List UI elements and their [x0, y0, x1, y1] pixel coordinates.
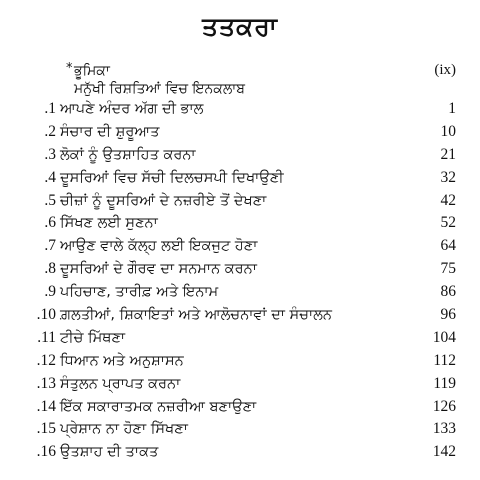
toc-entry: 9. ਪਹਿਚਾਣ, ਤਾਰੀਫ਼ ਅਤੇ ਇਨਾਮ 86	[44, 283, 456, 301]
entry-page-number: 32	[440, 168, 456, 186]
toc-entry: 6. ਸਿੱਖਣ ਲਈ ਸੁਣਨਾ 52	[44, 214, 456, 232]
toc-entry: 1. ਆਪਣੇ ਅੰਦਰ ਅੱਗ ਦੀ ਭਾਲ 1	[44, 100, 456, 117]
entry-page-number: 42	[440, 191, 456, 209]
entry-title: ਆਪਣੇ ਅੰਦਰ ਅੱਗ ਦੀ ਭਾਲ	[60, 101, 204, 117]
entry-title: ਆਉਣ ਵਾਲੇ ਕੱਲ੍ਹ ਲਈ ਇਕਜੁਟ ਹੋਣਾ	[60, 238, 258, 255]
toc-entry: 3. ਲੋਕਾਂ ਨੂੰ ਉਤਸ਼ਾਹਿਤ ਕਰਨਾ 21	[44, 145, 456, 163]
intro-line-2: ਮਨੁੱਖੀ ਰਿਸ਼ਤਿਆਂ ਵਿਚ ਇਨਕਲਾਬ	[74, 81, 246, 97]
entry-page-number: 142	[432, 443, 456, 461]
entry-page-number: 86	[440, 283, 456, 301]
entry-title: ਸੰਤੁਲਨ ਪ੍ਰਾਪਤ ਕਰਨਾ	[60, 375, 181, 392]
entry-title: ਦੂਸਰਿਆਂ ਵਿਚ ਸੱਚੀ ਦਿਲਚਸਪੀ ਦਿਖਾਉਣੀ	[60, 169, 284, 186]
entry-title: ਦੂਸਰਿਆਂ ਦੇ ਗੌਰਵ ਦਾ ਸਨਮਾਨ ਕਰਨਾ	[60, 261, 257, 278]
intro-entry	[66, 61, 246, 98]
intro-line-1: ਭੂਮਿਕਾ	[74, 63, 110, 79]
entry-page-number: 75	[440, 260, 456, 278]
toc-entry: 11. ਟੀਚੇ ਮਿੱਥਣਾ 104	[37, 328, 456, 346]
intro-page-number: (ix)	[434, 62, 456, 78]
toc-entry: 5. ਚੀਜ਼ਾਂ ਨੂੰ ਦੂਸਰਿਆਂ ਦੇ ਨਜ਼ਰੀਏ ਤੋਂ ਦੇਖਣਾ 42	[44, 191, 456, 209]
toc-entry: 7. ਆਉਣ ਵਾਲੇ ਕੱਲ੍ਹ ਲਈ ਇਕਜੁਟ ਹੋਣਾ 64	[44, 237, 456, 255]
entry-title: ਚੀਜ਼ਾਂ ਨੂੰ ਦੂਸਰਿਆਂ ਦੇ ਨਜ਼ਰੀਏ ਤੋਂ ਦੇਖਣਾ	[60, 192, 267, 209]
entry-title: ਗ਼ਲਤੀਆਂ, ਸ਼ਿਕਾਇਤਾਂ ਅਤੇ ਆਲੋਚਨਾਵਾਂ ਦਾ ਸੰਚਾਲਨ	[60, 307, 332, 324]
entry-page-number: 133	[432, 420, 456, 438]
entry-page-number: 52	[440, 214, 456, 232]
entry-page-number: 112	[433, 351, 456, 369]
toc-entry: 16. ਉਤਸ਼ਾਹ ਦੀ ਤਾਕਤ 142	[36, 443, 456, 461]
entry-title: ਪ੍ਰੇਸ਼ਾਨ ਨਾ ਹੋਣਾ ਸਿੱਖਣਾ	[60, 421, 188, 438]
toc-entry: 4. ਦੂਸਰਿਆਂ ਵਿਚ ਸੱਚੀ ਦਿਲਚਸਪੀ ਦਿਖਾਉਣੀ 32	[44, 168, 456, 186]
entry-page-number: 126	[432, 397, 456, 415]
entry-title: ਧਿਆਨ ਅਤੇ ਅਨੁਸ਼ਾਸਨ	[60, 352, 184, 369]
toc-entry: 10. ਗ਼ਲਤੀਆਂ, ਸ਼ਿਕਾਇਤਾਂ ਅਤੇ ਆਲੋਚਨਾਵਾਂ ਦਾ ਸੰਚਾਲਨ 96	[36, 306, 456, 324]
toc-entry: 14. ਇੱਕ ਸਕਾਰਾਤਮਕ ਨਜ਼ਰੀਆ ਬਣਾਉਣਾ 126	[36, 397, 456, 415]
entry-page-number: 96	[440, 306, 456, 324]
entry-title: ਉਤਸ਼ਾਹ ਦੀ ਤਾਕਤ	[60, 444, 159, 461]
intro-marker: *	[66, 61, 73, 76]
entry-title: ਇੱਕ ਸਕਾਰਾਤਮਕ ਨਜ਼ਰੀਆ ਬਣਾਉਣਾ	[60, 398, 257, 415]
entry-page-number: 1	[448, 100, 456, 117]
page-title: ਤਤਕਰਾ	[202, 12, 278, 41]
toc-entry: 8. ਦੂਸਰਿਆਂ ਦੇ ਗੌਰਵ ਦਾ ਸਨਮਾਨ ਕਰਨਾ 75	[44, 260, 456, 278]
entry-title: ਟੀਚੇ ਮਿੱਥਣਾ	[60, 329, 126, 346]
entry-page-number: 10	[440, 122, 456, 140]
toc-entry: 15. ਪ੍ਰੇਸ਼ਾਨ ਨਾ ਹੋਣਾ ਸਿੱਖਣਾ 133	[36, 420, 456, 438]
entry-page-number: 64	[440, 237, 456, 255]
entry-title: ਲੋਕਾਂ ਨੂੰ ਉਤਸ਼ਾਹਿਤ ਕਰਨਾ	[60, 146, 196, 163]
entry-title: ਸਿੱਖਣ ਲਈ ਸੁਣਨਾ	[60, 215, 158, 232]
entry-page-number: 119	[433, 374, 456, 392]
entry-title: ਪਹਿਚਾਣ, ਤਾਰੀਫ਼ ਅਤੇ ਇਨਾਮ	[60, 284, 219, 301]
toc-entry-list	[36, 100, 456, 466]
entry-page-number: 21	[440, 145, 456, 163]
entry-title: ਸੰਚਾਰ ਦੀ ਸ਼ੁਰੂਆਤ	[60, 123, 160, 140]
toc-entry: 2. ਸੰਚਾਰ ਦੀ ਸ਼ੁਰੂਆਤ 10	[44, 122, 456, 140]
toc-entry: 12. ਧਿਆਨ ਅਤੇ ਅਨੁਸ਼ਾਸਨ 112	[36, 351, 456, 369]
entry-page-number: 104	[432, 328, 456, 346]
toc-entry: 13. ਸੰਤੁਲਨ ਪ੍ਰਾਪਤ ਕਰਨਾ 119	[36, 374, 456, 392]
